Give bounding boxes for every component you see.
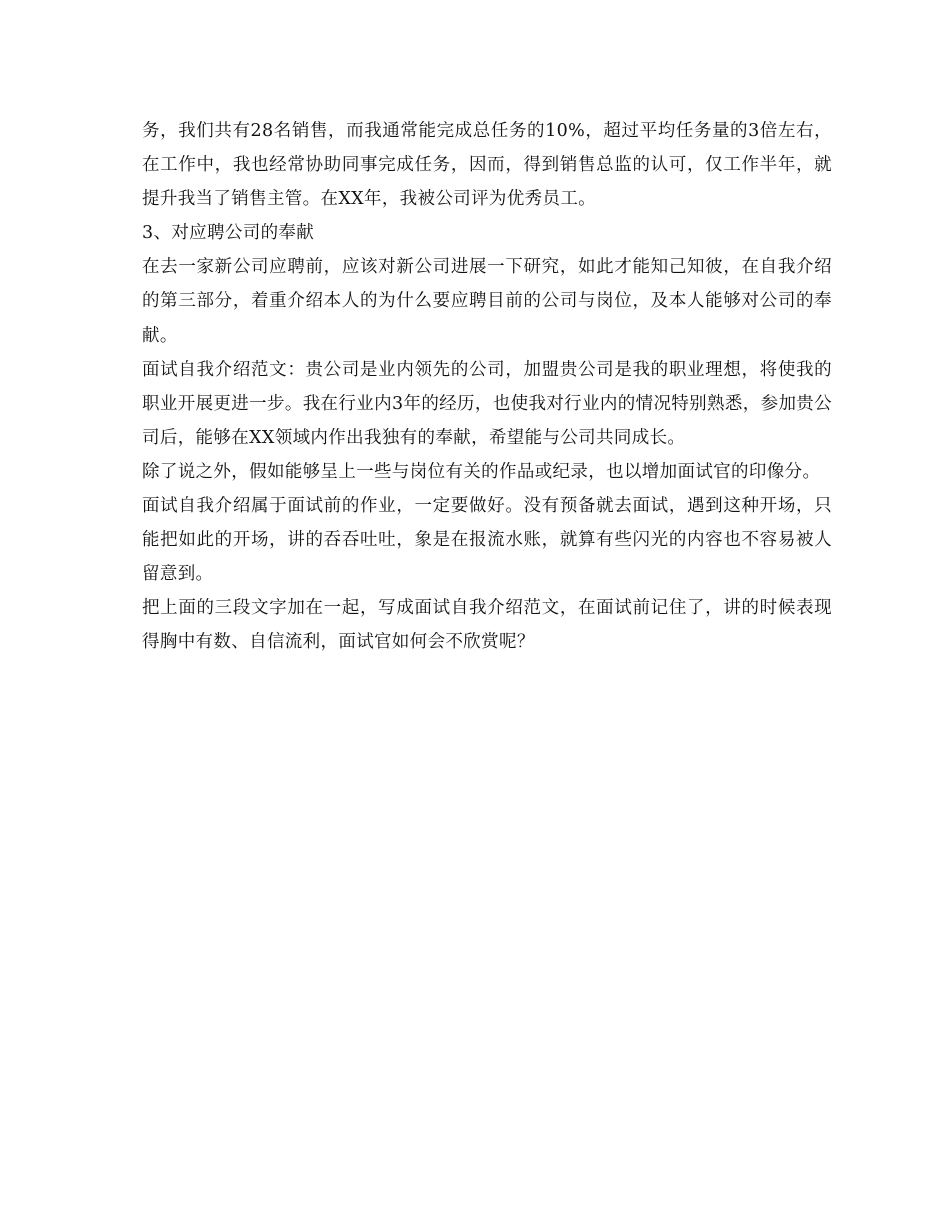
paragraph-sales-achievement: 务，我们共有28名销售，而我通常能完成总任务的10%，超过平均任务量的3倍左右，在工作中，我也经常协助同事完成任务，因而，得到销售总监的认可，仅工作半年，就提升我当了销售主管。在XX年，我被公司评为优秀员工。 <box>142 121 832 210</box>
document-body <box>142 114 832 660</box>
paragraph-company-research: 在去一家新公司应聘前，应该对新公司进展一下研究，如此才能知己知彼，在自我介绍的第三部分，着重介绍本人的为什么要应聘目前的公司与岗位，及本人能够对公司的奉献。 <box>142 257 832 346</box>
paragraph-preparation: 面试自我介绍属于面试前的作业，一定要做好。没有预备就去面试，遇到这种开场，只能把如此的开场，讲的吞吞吐吐，象是在报流水账，就算有些闪光的内容也不容易被人留意到。 <box>142 496 832 585</box>
paragraph-portfolio-tip: 除了说之外，假如能够呈上一些与岗位有关的作品或纪录，也以增加面试官的印像分。 <box>142 461 821 482</box>
paragraph-conclusion: 把上面的三段文字加在一起，写成面试自我介绍范文，在面试前记住了，讲的时候表现得胸中有数、自信流利，面试官如何会不欣赏呢？ <box>142 598 832 653</box>
section-heading-contribution: 3、对应聘公司的奉献 <box>142 223 315 244</box>
paragraph-sample-introduction: 面试自我介绍范文：贵公司是业内领先的公司，加盟贵公司是我的职业理想，将使我的职业开展更进一步。我在行业内3年的经历，也使我对行业内的情况特别熟悉，参加贵公司后，能够在XX领域内作出我独有的奉献，希望能与公司共同成长。 <box>142 359 832 448</box>
